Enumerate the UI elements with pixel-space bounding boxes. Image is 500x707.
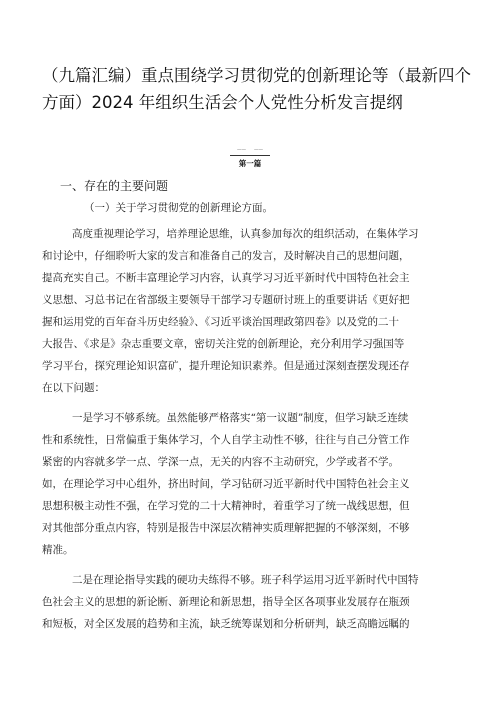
paragraph-line: 精准。 — [42, 544, 74, 556]
paragraph-line: 大报告、《求是》杂志重要文章，密切关注党的创新理论，充分利用学习强国等 — [42, 338, 405, 350]
small-header-marks: —— —— — [237, 148, 263, 153]
paragraph-line: 一是学习不够系统。虽然能够严格落实“第一议题”制度，但学习缺乏连续 — [72, 412, 409, 424]
document-title — [42, 0, 471, 116]
paragraph-line: 学习平台，探究理论知识富矿，提升理论知识素养。但是通过深刻查摆发现还存 — [42, 360, 410, 372]
paragraph-line: 高度重视理论学习，培养理论思维，认真参加每次的组织活动，在集体学习 — [72, 228, 419, 240]
paragraph-line: 在以下问题： — [42, 382, 105, 394]
header-divider — [230, 155, 270, 156]
paragraph-line: 如，在理论学习中心组外，挤出时间，学习钻研习近平新时代中国特色社会主义 — [42, 478, 410, 490]
paragraph-2 — [42, 407, 458, 561]
paragraph-line: 紧密的内容就多学一点、学深一点，无关的内容不主动研究，少学或者不学。 — [42, 456, 399, 468]
paragraph-line: 提高充实自己。不断丰富理论学习内容，认真学习习近平新时代中国特色社会主 — [42, 272, 410, 284]
section-heading: 一、存在的主要问题 — [60, 179, 169, 193]
paragraph-line: 思想积极主动性不强，在学习党的二十大精神时，着重学习了统一战线思想，但 — [42, 500, 410, 512]
paragraph-3 — [42, 569, 458, 635]
paragraph-line: 对其他部分重点内容，特别是报告中深层次精神实质理解把握的不够深刻，不够 — [42, 522, 410, 534]
subsection-heading: （一）关于学习贯彻党的创新理论方面。 — [84, 202, 273, 214]
paragraph-line: 性和系统性，日常偏重于集体学习，个人自学主动性不够，往往与自己分管工作 — [42, 434, 410, 446]
title-line-2: 方面）2024 年组织生活会个人党性分析发言提纲 — [42, 93, 403, 112]
paragraph-line: 和讨论中，仔细聆听大家的发言和准备自己的发言，及时解决自己的思想问题， — [42, 250, 410, 262]
paragraph-line: 二是在理论指导实践的硬功夫练得不够。班子科学运用习近平新时代中国特 — [72, 574, 419, 586]
document-body — [42, 223, 458, 635]
paragraph-line: 握和运用党的百年奋斗历史经验》、《习近平谈治国理政第四卷》以及党的二十 — [42, 316, 399, 328]
paragraph-line: 和短板，对全区发展的趋势和主流，缺乏统筹谋划和分析研判，缺乏高瞻远瞩的 — [42, 618, 410, 630]
paragraph-1 — [42, 223, 458, 399]
paragraph-line: 色社会主义的思想的新论断、新理论和新思想，指导全区各项事业发展存在瓶颈 — [42, 596, 410, 608]
title-line-1: （九篇汇编）重点围绕学习贯彻党的创新理论等（最新四个 — [42, 66, 471, 85]
part-label: 第一篇 — [238, 159, 262, 168]
paragraph-line: 义思想、习总书记在省部级主要领导干部学习专题研讨班上的重要讲话《更好把 — [42, 294, 410, 306]
